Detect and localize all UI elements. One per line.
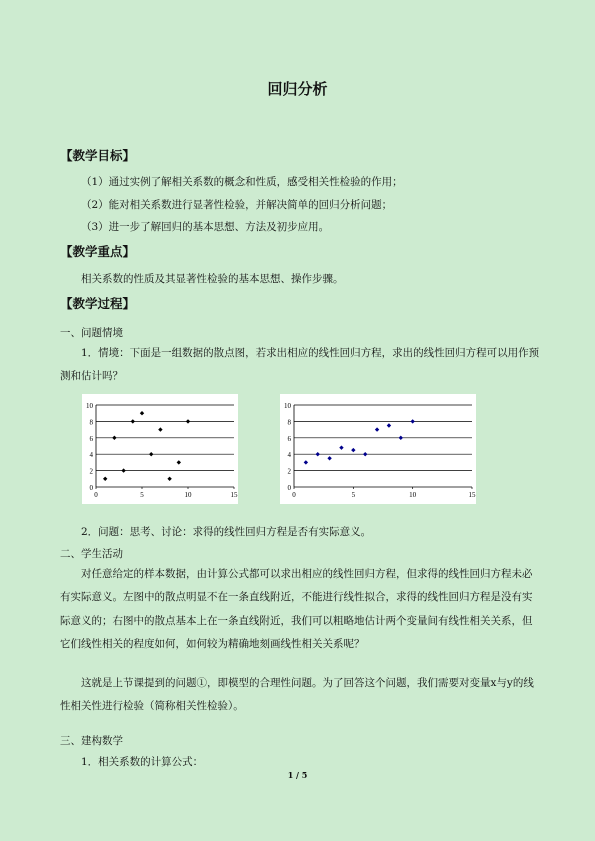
data-point <box>186 419 190 423</box>
data-point <box>363 452 367 456</box>
part2-paragraph-2: 这就是上节课提到的问题①，即模型的合理性问题。为了回答这个问题，我们需要对变量x与y的线性相关性进行检验（简称相关性检验）。 <box>60 677 534 713</box>
data-point <box>103 477 107 481</box>
data-point <box>410 419 414 423</box>
data-point <box>387 423 391 427</box>
page-number: 1 / 5 <box>287 770 308 780</box>
x-tick-label: 0 <box>94 491 98 499</box>
y-tick-label: 4 <box>287 451 291 460</box>
data-point <box>351 448 355 452</box>
x-tick-label: 15 <box>230 491 238 499</box>
x-tick-label: 5 <box>140 491 144 499</box>
section-goals: 【教学目标】 <box>60 148 136 163</box>
y-tick-label: 2 <box>287 467 291 476</box>
y-tick-label: 0 <box>89 484 93 492</box>
y-tick-label: 4 <box>89 451 93 460</box>
x-tick-label: 10 <box>184 491 192 499</box>
data-point <box>177 460 181 464</box>
data-point <box>327 456 331 460</box>
section-process: 【教学过程】 <box>60 296 136 311</box>
y-tick-label: 6 <box>287 434 291 443</box>
part2-heading: 二、学生活动 <box>60 548 123 560</box>
data-point <box>112 436 116 440</box>
goal-2: （2）能对相关系数进行显著性检验，并解决简单的回归分析问题； <box>81 199 393 211</box>
y-tick-label: 10 <box>86 402 93 410</box>
x-tick-label: 5 <box>351 491 356 499</box>
goal-1: （1）通过实例了解相关系数的概念和性质，感受相关性检验的作用； <box>81 176 403 188</box>
part1-item2: 2．问题：思考、讨论：求得的线性回归方程是否有实际意义。 <box>81 526 372 538</box>
data-point <box>149 452 153 456</box>
data-point <box>167 477 171 481</box>
part2-paragraph-1: 对任意给定的样本数据，由计算公式都可以求出相应的线性回归方程，但求得的线性回归方程未必有实际意义。左图中的散点明显不在一条直线附近，不能进行线性拟合，求得的线性回归方程是没有实际意义的；右图中的散点基本上在一条直线附近，我们可以粗略地估计两个变量间有线性相关关系，但它们线性相关的程度如何，如何较为精确地刻画线性相关关系呢？ <box>60 568 533 650</box>
x-tick-label: 10 <box>409 491 417 499</box>
data-point <box>375 427 379 431</box>
data-point <box>339 445 343 449</box>
y-tick-label: 10 <box>284 402 291 410</box>
part3-heading: 三、建构数学 <box>60 735 123 747</box>
data-point <box>316 452 320 456</box>
scatter-chart-left <box>82 394 238 504</box>
y-tick-label: 6 <box>89 434 93 443</box>
y-tick-label: 8 <box>89 418 93 427</box>
page-title: 回归分析 <box>267 80 328 98</box>
part1-item1: 1．情境：下面是一组数据的散点图，若求出相应的线性回归方程，求出的线性回归方程可以用作预测和估计吗？ <box>60 347 540 383</box>
x-tick-label: 0 <box>292 491 296 499</box>
data-point <box>140 411 144 415</box>
y-tick-label: 0 <box>287 484 291 492</box>
data-point <box>399 436 403 440</box>
x-tick-label: 15 <box>468 491 476 499</box>
part1-heading: 一、问题情境 <box>60 327 123 339</box>
data-point <box>121 468 125 472</box>
part3-item1: 1．相关系数的计算公式： <box>81 756 204 768</box>
data-point <box>304 460 308 464</box>
y-tick-label: 2 <box>89 467 93 476</box>
key-points-text: 相关系数的性质及其显著性检验的基本思想、操作步骤。 <box>81 273 344 285</box>
section-key-points: 【教学重点】 <box>60 244 136 259</box>
data-point <box>131 419 135 423</box>
scatter-chart-right <box>280 394 476 504</box>
y-tick-label: 8 <box>287 418 291 427</box>
goal-3: （3）进一步了解回归的基本思想、方法及初步应用。 <box>81 221 330 233</box>
data-point <box>158 427 162 431</box>
